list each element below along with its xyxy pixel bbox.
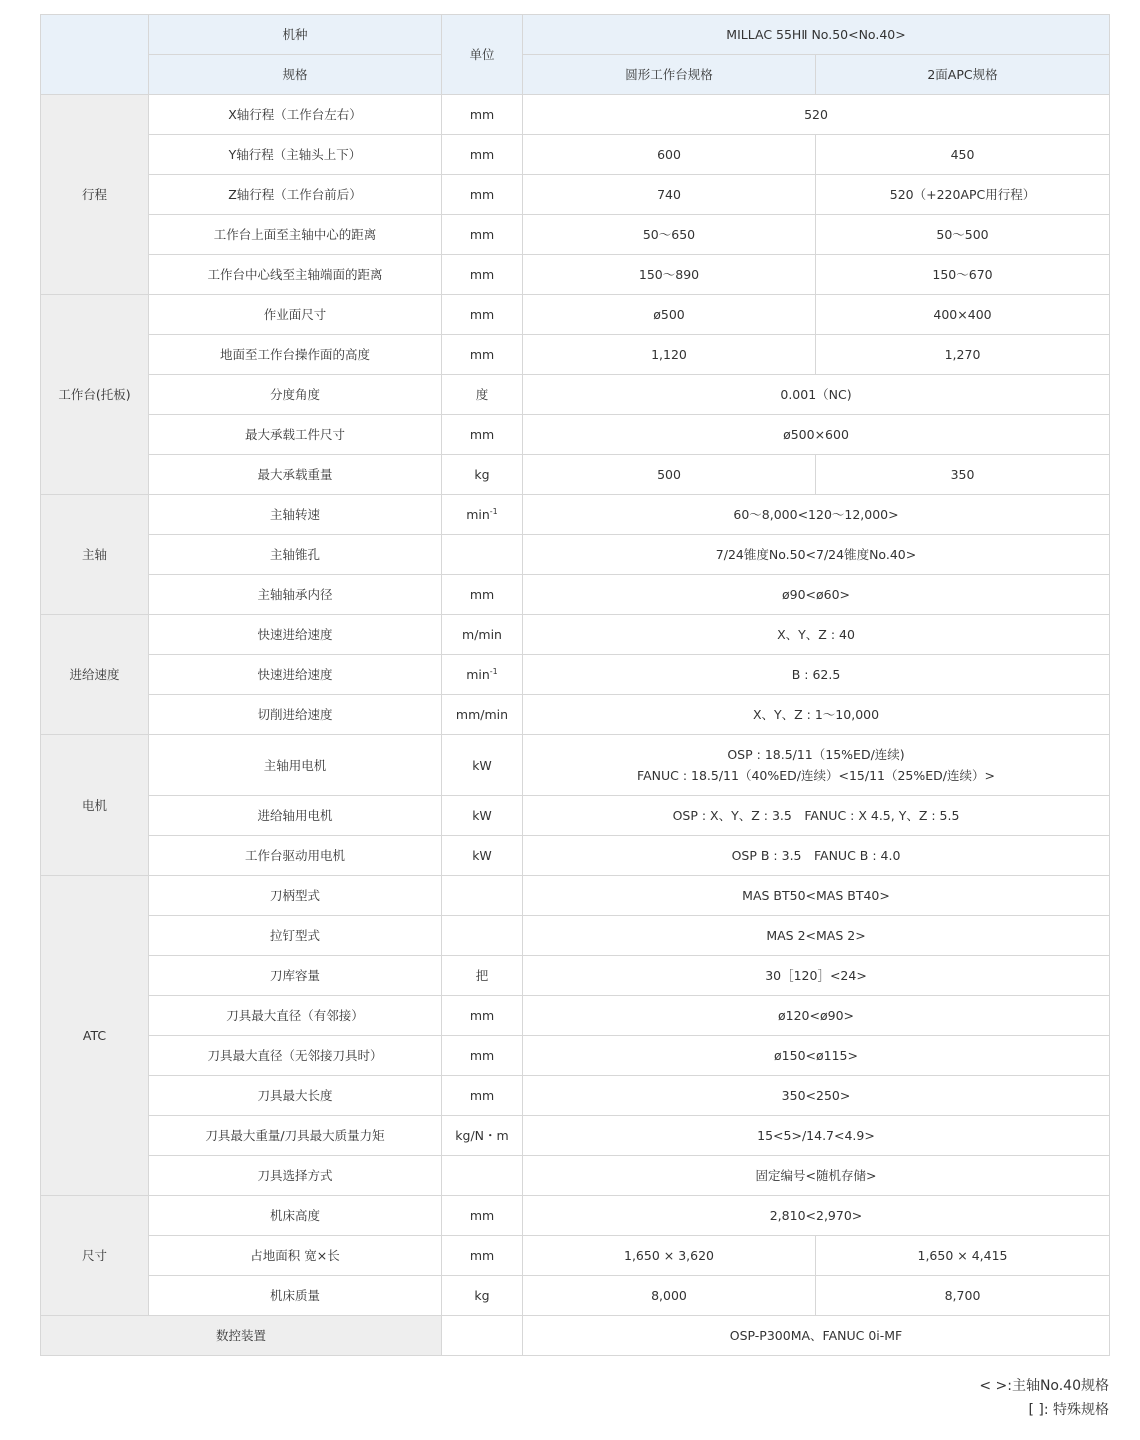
unit-superscript: -1 xyxy=(489,666,498,676)
table-row xyxy=(41,1116,1110,1156)
spec-value: OSP B : 3.5 FANUC B : 4.0 xyxy=(523,836,1110,876)
spec-value: ø90<ø60> xyxy=(523,575,1110,615)
spec-item: 刀库容量 xyxy=(149,956,442,996)
header-corner xyxy=(41,15,149,95)
spec-unit: mm xyxy=(442,1236,523,1276)
spec-unit: mm xyxy=(442,1196,523,1236)
spec-value: 60～8,000<120～12,000> xyxy=(523,495,1110,535)
spec-item: 进给轴用电机 xyxy=(149,796,442,836)
table-row xyxy=(41,996,1110,1036)
spec-unit: mm xyxy=(442,295,523,335)
spec-value: B : 62.5 xyxy=(523,655,1110,695)
spec-item: 工作台中心线至主轴端面的距离 xyxy=(149,255,442,295)
header-row xyxy=(41,55,1110,95)
spec-unit: mm xyxy=(442,335,523,375)
spec-item: X轴行程（工作台左右） xyxy=(149,95,442,135)
table-row xyxy=(41,695,1110,735)
spec-unit xyxy=(442,876,523,916)
spec-unit xyxy=(442,1316,523,1356)
spec-unit: mm/min xyxy=(442,695,523,735)
category-size: 尺寸 xyxy=(41,1196,149,1316)
spec-value: MAS 2<MAS 2> xyxy=(523,916,1110,956)
spec-unit: mm xyxy=(442,255,523,295)
spec-item: 主轴转速 xyxy=(149,495,442,535)
unit-header: 单位 xyxy=(442,15,523,95)
footnote-special-spec: [ ]: 特殊规格 xyxy=(1028,1402,1109,1418)
table-row xyxy=(41,495,1110,535)
spec-item: 分度角度 xyxy=(149,375,442,415)
spec-value-apc: 450 xyxy=(816,135,1110,175)
spec-value-apc: 8,700 xyxy=(816,1276,1110,1316)
spec-value: ø500×600 xyxy=(523,415,1110,455)
spec-item: 拉钉型式 xyxy=(149,916,442,956)
table-row xyxy=(41,535,1110,575)
model-label: 机种 xyxy=(149,15,442,55)
spec-value-round: 150～890 xyxy=(523,255,816,295)
spec-value-apc: 350 xyxy=(816,455,1110,495)
spec-value: 7/24锥度No.50<7/24锥度No.40> xyxy=(523,535,1110,575)
spec-unit: kW xyxy=(442,836,523,876)
unit-superscript: -1 xyxy=(489,506,498,516)
spec-item: 机床高度 xyxy=(149,1196,442,1236)
table-row xyxy=(41,655,1110,695)
spec-value: 固定编号<随机存储> xyxy=(523,1156,1110,1196)
spec-value: OSP-P300MA、FANUC 0i-MF xyxy=(523,1316,1110,1356)
table-row xyxy=(41,575,1110,615)
table-row xyxy=(41,796,1110,836)
spec-item: 刀具选择方式 xyxy=(149,1156,442,1196)
spec-value-round: ø500 xyxy=(523,295,816,335)
spec-item: 主轴用电机 xyxy=(149,735,442,796)
spec-item: 快速进给速度 xyxy=(149,615,442,655)
table-row xyxy=(41,175,1110,215)
spec-value-round: 1,650 × 3,620 xyxy=(523,1236,816,1276)
table-row xyxy=(41,1276,1110,1316)
spec-item: 刀具最大直径（无邻接刀具时） xyxy=(149,1036,442,1076)
spec-value: 0.001（NC) xyxy=(523,375,1110,415)
spec-value: 520 xyxy=(523,95,1110,135)
spec-unit: kg xyxy=(442,455,523,495)
spec-label: 规格 xyxy=(149,55,442,95)
table-row xyxy=(41,335,1110,375)
spec-value: 30［120］<24> xyxy=(523,956,1110,996)
spec-unit: mm xyxy=(442,1076,523,1116)
table-row xyxy=(41,1076,1110,1116)
spec-unit: mm xyxy=(442,175,523,215)
spec-value-round: 500 xyxy=(523,455,816,495)
table-row xyxy=(41,455,1110,495)
table-row xyxy=(41,956,1110,996)
spec-value: ø150<ø115> xyxy=(523,1036,1110,1076)
spec-unit: mm xyxy=(442,215,523,255)
table-row xyxy=(41,375,1110,415)
apc-spec-header: 2面APC规格 xyxy=(816,55,1110,95)
spec-value-apc: 1,270 xyxy=(816,335,1110,375)
spec-value-round: 8,000 xyxy=(523,1276,816,1316)
spec-value: MAS BT50<MAS BT40> xyxy=(523,876,1110,916)
spec-item: 最大承载工件尺寸 xyxy=(149,415,442,455)
spec-unit: mm xyxy=(442,135,523,175)
spec-item: 地面至工作台操作面的高度 xyxy=(149,335,442,375)
category-motor: 电机 xyxy=(41,735,149,876)
table-row xyxy=(41,916,1110,956)
category-feed: 进给速度 xyxy=(41,615,149,735)
table-row xyxy=(41,135,1110,175)
spec-item: 刀具最大长度 xyxy=(149,1076,442,1116)
spec-value-apc: 150～670 xyxy=(816,255,1110,295)
spec-value-apc: 1,650 × 4,415 xyxy=(816,1236,1110,1276)
model-name: MILLAC 55HⅡ No.50<No.40> xyxy=(523,15,1110,55)
footnotes xyxy=(979,1374,1109,1422)
table-row xyxy=(41,415,1110,455)
spec-item: 工作台驱动用电机 xyxy=(149,836,442,876)
spec-unit xyxy=(442,655,523,695)
spec-unit: kg/N・m xyxy=(442,1116,523,1156)
spec-unit: mm xyxy=(442,1036,523,1076)
spec-unit xyxy=(442,495,523,535)
table-row xyxy=(41,215,1110,255)
spec-unit xyxy=(442,1156,523,1196)
spec-item: 刀具最大重量/刀具最大质量力矩 xyxy=(149,1116,442,1156)
spec-value-line: OSP : 18.5/11（15%ED/连续) xyxy=(727,747,905,762)
header-row xyxy=(41,15,1110,55)
spec-unit xyxy=(442,916,523,956)
spec-value: 2,810<2,970> xyxy=(523,1196,1110,1236)
spec-unit: mm xyxy=(442,575,523,615)
spec-unit: kW xyxy=(442,796,523,836)
spec-unit xyxy=(442,535,523,575)
spec-item: 主轴轴承内径 xyxy=(149,575,442,615)
spec-value-round: 50～650 xyxy=(523,215,816,255)
spec-value-round: 1,120 xyxy=(523,335,816,375)
spec-value: 15<5>/14.7<4.9> xyxy=(523,1116,1110,1156)
table-row xyxy=(41,1316,1110,1356)
spec-value: X、Y、Z : 40 xyxy=(523,615,1110,655)
spec-item: Z轴行程（工作台前后） xyxy=(149,175,442,215)
spec-item: Y轴行程（主轴头上下） xyxy=(149,135,442,175)
spec-value: OSP : X、Y、Z : 3.5 FANUC : X 4.5, Y、Z : 5.5 xyxy=(523,796,1110,836)
spec-item: 工作台上面至主轴中心的距离 xyxy=(149,215,442,255)
spec-item: 切削进给速度 xyxy=(149,695,442,735)
spec-table xyxy=(40,14,1110,1356)
table-row xyxy=(41,295,1110,335)
spec-value: X、Y、Z : 1～10,000 xyxy=(523,695,1110,735)
table-row xyxy=(41,1196,1110,1236)
spec-value-apc: 400×400 xyxy=(816,295,1110,335)
table-row xyxy=(41,735,1110,796)
unit-text: min xyxy=(466,667,490,682)
spec-value-round: 600 xyxy=(523,135,816,175)
table-row xyxy=(41,876,1110,916)
spec-item: 主轴锥孔 xyxy=(149,535,442,575)
spec-value-apc: 50～500 xyxy=(816,215,1110,255)
control-label: 数控装置 xyxy=(41,1316,442,1356)
spec-value-apc: 520（+220APC用行程） xyxy=(816,175,1110,215)
unit-text: min xyxy=(466,507,490,522)
round-table-spec-header: 圆形工作台规格 xyxy=(523,55,816,95)
spec-value xyxy=(523,735,1110,796)
spec-value-line: FANUC : 18.5/11（40%ED/连续）<15/11（25%ED/连续）> xyxy=(637,768,995,783)
table-row xyxy=(41,1236,1110,1276)
spec-unit: kg xyxy=(442,1276,523,1316)
category-atc: ATC xyxy=(41,876,149,1196)
spec-unit: 把 xyxy=(442,956,523,996)
spec-item: 作业面尺寸 xyxy=(149,295,442,335)
category-worktable: 工作台(托板) xyxy=(41,295,149,495)
spec-unit: m/min xyxy=(442,615,523,655)
category-spindle: 主轴 xyxy=(41,495,149,615)
table-row xyxy=(41,1156,1110,1196)
spec-unit: mm xyxy=(442,996,523,1036)
table-row xyxy=(41,836,1110,876)
spec-unit: 度 xyxy=(442,375,523,415)
spec-unit: mm xyxy=(442,95,523,135)
spec-item: 机床质量 xyxy=(149,1276,442,1316)
table-row xyxy=(41,615,1110,655)
category-travel: 行程 xyxy=(41,95,149,295)
spec-item: 最大承载重量 xyxy=(149,455,442,495)
spec-value-round: 740 xyxy=(523,175,816,215)
table-row xyxy=(41,255,1110,295)
footnote-spindle-no40: < >:主轴No.40规格 xyxy=(979,1378,1109,1394)
spec-item: 占地面积 宽×长 xyxy=(149,1236,442,1276)
spec-value: ø120<ø90> xyxy=(523,996,1110,1036)
table-row xyxy=(41,95,1110,135)
spec-unit: mm xyxy=(442,415,523,455)
spec-unit: kW xyxy=(442,735,523,796)
spec-item: 快速进给速度 xyxy=(149,655,442,695)
table-row xyxy=(41,1036,1110,1076)
spec-value: 350<250> xyxy=(523,1076,1110,1116)
spec-item: 刀柄型式 xyxy=(149,876,442,916)
spec-item: 刀具最大直径（有邻接） xyxy=(149,996,442,1036)
